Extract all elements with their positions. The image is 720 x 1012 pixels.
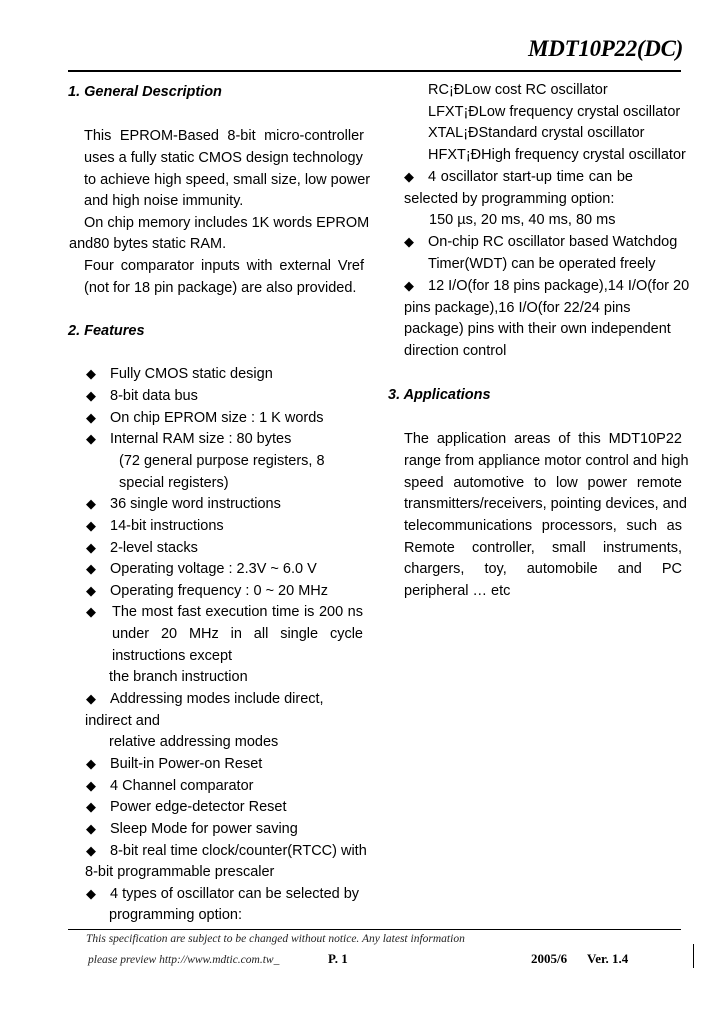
bullet-diamond-icon: ◆ (86, 366, 96, 381)
feature-item: 8-bit real time clock/counter(RTCC) with (110, 843, 367, 859)
feature-item: 12 I/O(for 18 pins package),14 I/O(for 20 (428, 278, 690, 294)
bullet-diamond-icon: ◆ (404, 234, 414, 249)
feature-item-continuation: Timer(WDT) can be operated freely (428, 256, 656, 272)
document-title: MDT10P22(DC) (528, 36, 683, 61)
feature-item: Operating frequency : 0 ~ 20 MHz (110, 583, 329, 599)
feature-item: 4 types of oscillator can be selected by (110, 886, 360, 902)
bullet-diamond-icon: ◆ (86, 691, 96, 706)
bullet-diamond-icon: ◆ (86, 561, 96, 576)
bullet-diamond-icon: ◆ (86, 540, 96, 555)
applications-text-line: transmitters/receivers, pointing devices, and (404, 496, 687, 512)
general-text-line: uses a fully static CMOS design technology (84, 150, 363, 166)
feature-item-continuation: (72 general purpose registers, 8 (119, 453, 325, 469)
general-text-line: This EPROM-Based 8-bit micro-controller (84, 128, 364, 144)
general-description-heading: 1. General Description (68, 84, 222, 100)
feature-item-continuation: under 20 MHz in all single cycle (112, 626, 363, 642)
footer-version: Ver. 1.4 (587, 951, 629, 966)
feature-item: 36 single word instructions (110, 496, 281, 512)
feature-item-continuation: the branch instruction (109, 669, 248, 685)
applications-text-line: range from appliance motor control and high (404, 453, 689, 469)
bullet-diamond-icon: ◆ (86, 778, 96, 793)
general-text-line: to achieve high speed, small size, low power (84, 172, 371, 188)
footer-date: 2005/6 (531, 951, 568, 966)
applications-text-line: speed automotive to low power remote (404, 475, 682, 491)
bullet-diamond-icon: ◆ (86, 756, 96, 771)
feature-item: On-chip RC oscillator based Watchdog (428, 234, 678, 250)
feature-item: 8-bit data bus (110, 388, 198, 404)
applications-text-line: chargers, toy, automobile and PC (404, 561, 682, 577)
bullet-diamond-icon: ◆ (86, 518, 96, 533)
oscillator-type-line: HFXT¡ÐHigh frequency crystal oscillator (428, 147, 686, 163)
bullet-diamond-icon: ◆ (86, 388, 96, 403)
features-heading: 2. Features (68, 323, 145, 339)
feature-item-continuation: special registers) (119, 475, 229, 491)
oscillator-type-line: LFXT¡ÐLow frequency crystal oscillator (428, 104, 681, 120)
feature-item-continuation: instructions except (112, 648, 233, 664)
feature-item-continuation: selected by programming option: (404, 191, 615, 207)
footer-notice: This specification are subject to be changed without notice. Any latest information (86, 933, 465, 945)
header-rule (68, 70, 681, 72)
bullet-diamond-icon: ◆ (86, 604, 96, 619)
feature-item-continuation: direction control (404, 343, 507, 359)
general-text-line: Four comparator inputs with external Vref (84, 258, 364, 274)
bullet-diamond-icon: ◆ (86, 431, 96, 446)
feature-item-continuation: pins package),16 I/O(for 22/24 pins (404, 300, 631, 316)
feature-item: Addressing modes include direct, (110, 691, 324, 707)
bullet-diamond-icon: ◆ (86, 821, 96, 836)
feature-item-continuation: programming option: (109, 907, 242, 923)
footer-website-link[interactable]: please preview http://www.mdtic.com.tw_ (88, 954, 280, 966)
feature-item-continuation: package) pins with their own independent (404, 321, 671, 337)
feature-item-continuation: relative addressing modes (109, 734, 279, 750)
bullet-diamond-icon: ◆ (86, 583, 96, 598)
feature-item: Fully CMOS static design (110, 366, 273, 382)
bullet-diamond-icon: ◆ (86, 799, 96, 814)
feature-item-continuation: indirect and (85, 713, 160, 729)
general-text-line: On chip memory includes 1K words EPROM (84, 215, 370, 231)
feature-item: On chip EPROM size : 1 K words (110, 410, 324, 426)
feature-item: 14-bit instructions (110, 518, 224, 534)
bullet-diamond-icon: ◆ (404, 169, 414, 184)
feature-item: Built-in Power-on Reset (110, 756, 263, 772)
feature-item: Operating voltage : 2.3V ~ 6.0 V (110, 561, 317, 577)
footer-rule (68, 929, 681, 930)
bullet-diamond-icon: ◆ (86, 886, 96, 901)
applications-text-line: The application areas of this MDT10P22 (404, 431, 682, 447)
feature-item: Sleep Mode for power saving (110, 821, 298, 837)
footer-vertical-bar (693, 944, 694, 968)
applications-text-line: Remote controller, small instruments, (404, 540, 682, 556)
page-number: P. 1 (328, 951, 348, 966)
feature-item-continuation: 150 µs, 20 ms, 40 ms, 80 ms (429, 212, 616, 228)
applications-heading: 3. Applications (388, 387, 491, 403)
feature-item-continuation: 8-bit programmable prescaler (85, 864, 275, 880)
applications-text-line: peripheral … etc (404, 583, 511, 599)
feature-item: 4 oscillator start-up time can be (428, 169, 633, 185)
bullet-diamond-icon: ◆ (404, 278, 414, 293)
bullet-diamond-icon: ◆ (86, 843, 96, 858)
bullet-diamond-icon: ◆ (86, 496, 96, 511)
applications-text-line: telecommunications processors, such as (404, 518, 682, 534)
bullet-diamond-icon: ◆ (86, 410, 96, 425)
feature-item: The most fast execution time is 200 ns (112, 604, 363, 620)
feature-item: 4 Channel comparator (110, 778, 254, 794)
feature-item: 2-level stacks (110, 540, 198, 556)
feature-item: Power edge-detector Reset (110, 799, 287, 815)
general-text-line: and80 bytes static RAM. (69, 236, 227, 252)
general-text-line: and high noise immunity. (84, 193, 244, 209)
oscillator-type-line: RC¡ÐLow cost RC oscillator (428, 82, 608, 98)
oscillator-type-line: XTAL¡ÐStandard crystal oscillator (428, 125, 645, 141)
feature-item: Internal RAM size : 80 bytes (110, 431, 292, 447)
general-text-line: (not for 18 pin package) are also provided. (84, 280, 357, 296)
